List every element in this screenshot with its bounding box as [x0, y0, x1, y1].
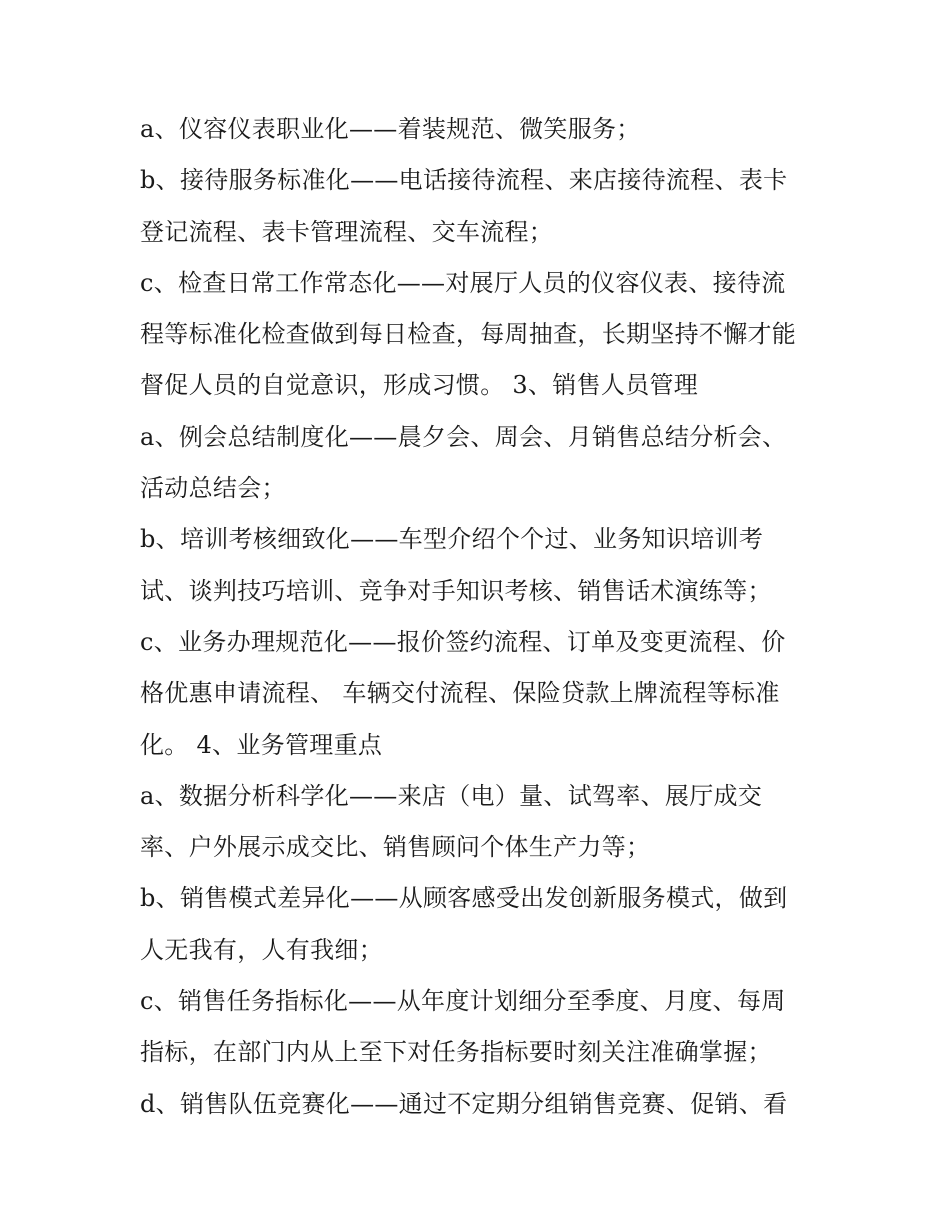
text-line: c、业务办理规范化——报价签约流程、订单及变更流程、价	[140, 627, 786, 656]
text-line: 指标，在部门内从上至下对任务指标要时刻关注准确掌握；	[140, 1038, 772, 1067]
text-line: c、销售任务指标化——从年度计划细分至季度、月度、每周	[140, 987, 786, 1016]
text-line: 登记流程、表卡管理流程、交车流程；	[140, 217, 554, 246]
body-text	[140, 104, 840, 1130]
text-line: 试、谈判技巧培训、竞争对手知识考核、销售话术演练等；	[140, 576, 772, 605]
text-line: b、销售模式差异化——从顾客感受出发创新服务模式，做到	[140, 884, 788, 913]
text-line: 率、户外展示成交比、销售顾问个体生产力等；	[140, 833, 651, 862]
text-line: 活动总结会；	[140, 474, 286, 503]
text-line: c、检查日常工作常态化——对展厅人员的仪容仪表、接待流	[140, 268, 786, 297]
text-line: a、仪容仪表职业化——着装规范、微笑服务；	[140, 115, 641, 143]
text-line: 程等标准化检查做到每日检查，每周抽查，长期坚持不懈才能	[140, 320, 797, 349]
text-line: a、例会总结制度化——晨夕会、周会、月销售总结分析会、	[140, 422, 787, 451]
text-line: 格优惠申请流程、 车辆交付流程、保险贷款上牌流程等标准	[140, 679, 780, 708]
text-line: d、销售队伍竞赛化——通过不定期分组销售竞赛、促销、看	[140, 1089, 788, 1118]
text-line: 人无我有，人有我细；	[140, 935, 383, 964]
text-line: 化。 4、业务管理重点	[140, 730, 383, 759]
text-line: b、接待服务标准化——电话接待流程、来店接待流程、表卡	[140, 166, 788, 195]
text-line: 督促人员的自觉意识，形成习惯。 3、销售人员管理	[140, 371, 699, 400]
text-line: b、培训考核细致化——车型介绍个个过、业务知识培训考	[140, 525, 764, 554]
text-line: a、数据分析科学化——来店（电）量、试驾率、展厅成交	[140, 781, 763, 810]
